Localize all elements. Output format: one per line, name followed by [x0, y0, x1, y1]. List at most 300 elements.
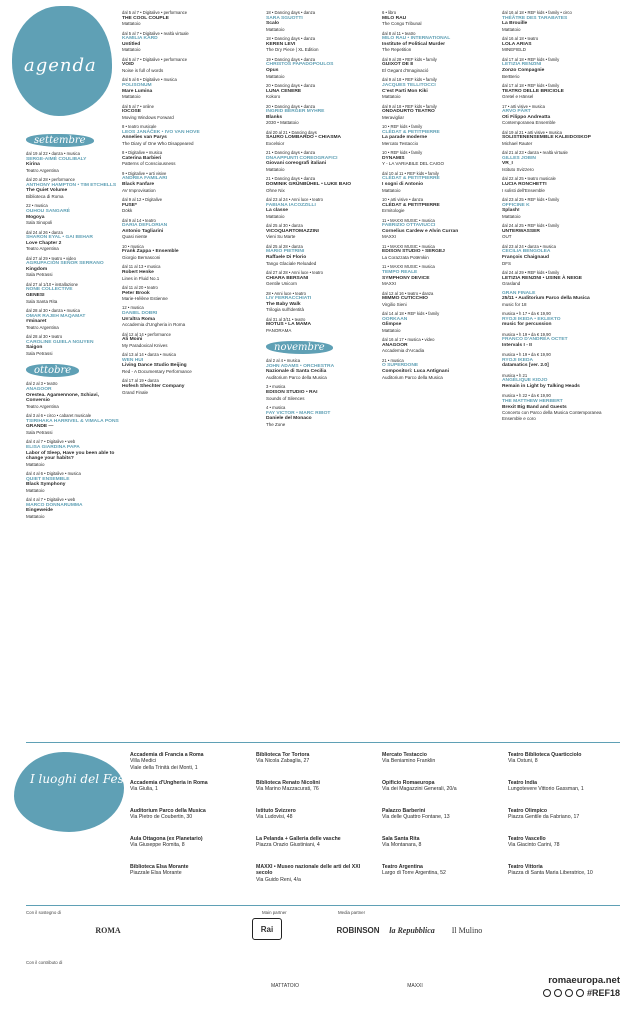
event-venue: OUT — [502, 234, 512, 240]
venue-name: Biblioteca Tor Tortora — [256, 752, 310, 758]
venue-address: Via Ludovisi, 48 — [256, 814, 293, 821]
event-artist: CAROLINE GUIELA NGUYEN — [26, 339, 94, 345]
event-date: 10 • REF kids • family — [382, 150, 423, 156]
event-title: Hofesh Shechter Company — [122, 384, 185, 389]
agenda-title: agenda — [24, 55, 97, 76]
venue-name: Opificio Romaeuropa — [382, 780, 435, 786]
event-entry — [382, 358, 494, 380]
event-entry — [122, 31, 240, 53]
event-venue: music for 18 — [502, 301, 527, 307]
venue-name: Mercato Testaccio — [382, 752, 427, 758]
event-artist: JACQUES TELLITOCCI — [382, 82, 436, 88]
event-entry — [122, 285, 240, 302]
event-entry — [502, 291, 620, 308]
event-entry — [502, 10, 620, 32]
event-title: Opus — [266, 67, 279, 73]
event-title: Daniele del Monaco — [266, 416, 312, 422]
event-entry — [502, 104, 620, 126]
venue-name: Accademia d'Ungheria in Roma — [130, 780, 208, 786]
event-title: EDISON STUDIO • SERGEJ — [382, 249, 445, 255]
event-artist: LIV FERRACCHIATI — [266, 296, 312, 302]
event-venue: Tango Glaciale Reloaded — [266, 260, 317, 266]
event-entry — [266, 270, 382, 287]
event-venue: Mattatoio — [266, 26, 285, 32]
event-title: DYNAMIS — [382, 155, 405, 161]
event-venue: Giorgio Bernasconi — [122, 254, 161, 260]
event-entry — [122, 218, 240, 240]
event-entry — [122, 352, 240, 374]
event-entry — [122, 124, 240, 146]
event-artist: CLÉDAT & PETITPIERRE — [382, 176, 440, 182]
event-entry — [266, 244, 382, 266]
event-title: VR_I — [502, 161, 513, 167]
event-venue: Mattatoio — [266, 213, 285, 219]
locations-title: I luoghi del Festival — [30, 772, 151, 786]
event-venue: The Repetition — [382, 47, 412, 53]
event-entry — [502, 373, 620, 390]
event-date: dal 22 al 25 • teatro musicale — [502, 176, 556, 182]
venue-address: Via Giulia, 1 — [130, 786, 158, 793]
event-date: 18 • Dancing days • danza — [266, 36, 316, 42]
venue-address: Piazzale Elsa Morante — [130, 870, 182, 877]
column-2 — [122, 10, 240, 399]
event-entry — [382, 77, 494, 99]
event-artist: OMAR RAJEH MAQAMAT — [26, 313, 86, 319]
event-venue: Quasi niente — [122, 234, 148, 240]
event-entry — [266, 176, 382, 193]
venue-address: Largo di Torre Argentina, 52 — [382, 870, 446, 877]
event-venue: Virgilio Sieni — [382, 301, 407, 307]
event-date: 10 • arti visive • danza — [382, 197, 424, 202]
event-artist: LEOS JANÁČEK • IVO VAN HOVE — [122, 129, 200, 135]
event-date: 21 • Dancing days • danza — [266, 176, 316, 182]
event-artist: TEMPO REALE — [382, 269, 418, 275]
event-title: CHIARA BERSANI — [266, 275, 309, 281]
event-title: Frank Zappa • Ensemble — [122, 249, 179, 255]
venue-address: Via Nicola Zabaglia, 27 — [256, 758, 310, 765]
venue-address: Via delle Quattro Fontane, 13 — [382, 814, 450, 821]
venue-address: Via dei Magazzini Generali, 20/a — [382, 786, 457, 793]
event-artist: ARVO PÄRT — [502, 109, 531, 115]
event-date: dal 28 al 30 • teatro — [26, 334, 63, 340]
robinson-logo: ROBINSON — [336, 925, 380, 935]
event-entry — [26, 497, 122, 519]
event-date: 18 • Dancing days • danza — [266, 10, 316, 15]
event-title: MOTUS • LA MAMA — [266, 322, 311, 328]
venue-item — [130, 808, 248, 821]
venue-address: Via Beniamino Franklin — [382, 758, 436, 765]
event-venue: Mattatoio — [382, 94, 401, 100]
event-entry — [26, 308, 122, 330]
event-venue: Patterns of Consciousness — [122, 161, 176, 167]
event-date: 8 • Digitalive • musica — [122, 150, 163, 156]
event-title: Intervals I - II — [502, 342, 532, 348]
event-entry — [26, 203, 122, 225]
twitter-icon[interactable] — [565, 989, 573, 997]
event-artist: O SUPERDONE — [382, 363, 419, 369]
event-artist: FRANCO D'ANDREA OCTET — [502, 337, 568, 343]
event-venue: El Gegant d'Imaginació — [382, 67, 429, 73]
event-title: Raffaele Di Florio — [266, 254, 307, 260]
event-title: music for percussion — [502, 322, 552, 328]
event-date: 20 • Dancing days • danza — [266, 103, 316, 109]
venue-name: Teatro Argentina — [382, 864, 423, 870]
event-date: dal 3 al 6 • circo • cabaret musicale — [26, 413, 92, 419]
event-venue: Excelsior — [266, 140, 285, 146]
event-title: LOLA ARIAS — [502, 41, 532, 47]
event-title: Blanks — [266, 114, 283, 120]
event-artist: TSIRIHAKA HARRIVEL & VIMALA PONS — [26, 418, 119, 424]
event-artist: FAY VICTOR • MARC RIBOT — [266, 410, 331, 416]
event-artist: FABIANA IACOZZILLI — [266, 202, 316, 208]
event-date: dal 14 al 18 • REF kids • family — [382, 311, 440, 317]
event-date: dal 5 al 7 • Digitalive • performance — [122, 10, 188, 15]
event-entry — [26, 256, 122, 278]
instagram-icon[interactable] — [554, 989, 562, 997]
event-entry — [502, 393, 620, 421]
event-entry — [266, 83, 382, 100]
event-venue: DFS — [502, 260, 511, 266]
venue-name: Biblioteca Elsa Morante — [130, 864, 189, 870]
venue-item — [130, 836, 248, 849]
event-artist: QUIET ENSEMBLE — [26, 476, 70, 482]
event-venue: BerBerio — [502, 73, 520, 79]
event-artist: THÉÂTRE DES TARABATES — [502, 15, 568, 21]
event-artist: AGRUPACIÓN SEÑOR SERRANO — [26, 261, 104, 267]
event-title: Scalo — [266, 21, 280, 27]
month-ottobre: ottobre — [26, 364, 79, 377]
event-entry — [266, 150, 382, 172]
event-entry — [502, 150, 620, 172]
event-artist: OFFICINE K — [502, 202, 530, 208]
event-entry — [26, 471, 122, 493]
venue-item — [256, 864, 374, 883]
event-entry — [122, 171, 240, 193]
event-venue: Red - A Documentary Performance — [122, 369, 192, 375]
event-date: dal 2 al 4 • musica — [266, 358, 301, 364]
event-artist: ELISA GIARDINA PAPA — [26, 444, 80, 450]
event-entry — [122, 264, 240, 281]
event-entry — [122, 332, 240, 349]
event-venue: Trilogia sull'identità — [266, 307, 304, 313]
event-venue: Gretel e Hänsel — [502, 94, 534, 100]
event-title: I sogni di Antonio — [382, 182, 424, 188]
event-venue: My Paradoxical Knives — [122, 342, 168, 348]
venue-name: Aula Ottagona (ex Planetario) — [130, 836, 203, 842]
event-date: dal 4 al 7 • Digitalive • web — [26, 439, 76, 445]
event-date: dal 27 al 1/10 • installazione — [26, 281, 78, 287]
footer-hashtag: #REF18 — [586, 988, 620, 998]
youtube-icon[interactable] — [576, 989, 584, 997]
venue-name: Istituto Svizzero — [256, 808, 296, 814]
event-date: dal 27 al 28 • Anni luce • teatro — [266, 269, 323, 275]
event-entry — [266, 384, 382, 401]
event-title: Ali Moini — [122, 337, 143, 343]
event-venue: Contemporanea Ensemble — [502, 120, 556, 126]
event-artist: JOHN ADAMS • ORCHESTRA — [266, 363, 335, 369]
event-title: MIMMO CUTICCHIO — [382, 296, 428, 302]
event-entry — [266, 223, 382, 240]
event-title: Zonzo Compagnie — [502, 67, 545, 73]
event-title: Cornelius Cardew e Alvin Curran — [382, 228, 459, 234]
event-artist: LETIZIA RENZINI — [502, 62, 542, 68]
event-date: musica • h 19 • da € 19,90 — [502, 352, 551, 358]
sponsor-label-support: Con il sostegno di — [26, 910, 61, 915]
event-date: dal 17 al 18 • REF kids • family — [502, 82, 560, 88]
event-date: dal 25 al 28 • danza — [266, 243, 303, 249]
event-venue: Noise is full of words — [122, 67, 164, 73]
event-date: musica • h 19 • da € 19,90 — [502, 331, 551, 337]
event-title: Untitled — [122, 41, 141, 47]
venue-subname: Villa Medici — [130, 758, 157, 765]
event-artist: INGRID BERGER MYHRE — [266, 109, 325, 115]
event-venue: PANORAMA — [266, 327, 292, 333]
venue-name: Teatro Vittoria — [508, 864, 543, 870]
event-title: TEATRO DELLE BRICIOLE — [502, 88, 564, 94]
venue-address: Via Marino Mazzacurati, 76 — [256, 786, 319, 793]
event-title: The Baby Walk — [266, 301, 301, 307]
event-artist: ANTHONY HAMPTON • TIM ETCHELLS — [26, 182, 117, 188]
event-date: dal 20 al 21 • Dancing days — [266, 129, 317, 135]
event-date: 4 • musica — [266, 405, 286, 410]
event-date: dal 25 al 30 • danza — [266, 223, 303, 229]
venue-item — [130, 864, 248, 877]
event-entry — [266, 10, 382, 32]
event-date: 6 • libro — [382, 10, 397, 15]
event-date: dal 4 al 6 • Digitalive • musica — [26, 471, 81, 477]
venue-address: Via Giuseppe Romita, 8 — [130, 842, 185, 849]
venue-item — [256, 836, 374, 849]
venue-item — [382, 808, 500, 821]
event-venue: Teatro Argentina — [26, 324, 59, 330]
event-title: Kirina — [26, 162, 40, 168]
event-title: Orestea. Agamennone, Schiavi, Conversio — [26, 392, 99, 404]
event-artist: MILO RAU • INTERNATIONAL — [382, 36, 451, 42]
event-venue: Sounds of Silences — [266, 395, 305, 401]
event-venue: Mattatoio — [382, 327, 401, 333]
event-date: 20 • Dancing days • danza — [266, 82, 316, 88]
event-date: dal 8 al 11 • teatro — [382, 30, 416, 36]
event-title: Glimpse — [382, 322, 402, 328]
event-venue: Meraviglia! — [382, 114, 404, 120]
event-title: Annelies van Parys — [122, 135, 167, 141]
event-venue: Auditorium Parco della Musica — [266, 375, 327, 381]
venue-item — [382, 836, 500, 849]
event-title: IOCOSE — [122, 109, 142, 115]
event-venue: Accademia d'Arcadia — [382, 348, 425, 354]
event-artist: DANIEL DOBRI — [122, 311, 158, 317]
event-entry — [382, 150, 494, 167]
event-artist: RYOJI IKEDA — [502, 357, 534, 363]
event-title: Brexit Big Band and Guests — [502, 404, 567, 410]
event-artist: CECILIA BENGOLEA — [502, 249, 551, 255]
event-date: dal 12 al 16 • teatro • danza — [382, 290, 434, 296]
event-venue: The Dry Piece | XL Edition — [266, 47, 319, 53]
event-artist: CHRISTOS PAPADOPOULOS — [266, 62, 334, 68]
venue-address: Lungotevere Vittorio Gassman, 1 — [508, 786, 584, 793]
venue-address: Via Ostuni, 8 — [508, 758, 538, 765]
event-title: Institute of Political Murder — [382, 41, 446, 47]
event-venue: Kokoro — [266, 94, 281, 100]
event-entry — [266, 291, 382, 313]
event-date: dal 16 al 17 • musica • video — [382, 337, 435, 343]
event-date: musica • h 22 • da € 19,90 — [502, 393, 551, 399]
event-title: Compositori: Luca Antignani — [382, 369, 449, 375]
event-entry — [502, 311, 620, 328]
event-entry — [382, 124, 494, 146]
event-entry — [266, 36, 382, 53]
venue-name: Teatro Biblioteca Quarticciolo — [508, 752, 582, 758]
event-entry — [26, 439, 122, 467]
event-title: La Brouille — [502, 21, 528, 27]
event-entry — [502, 36, 620, 53]
event-date: dal 5 al 7 • Digitalive • performance — [122, 56, 188, 62]
venue-address: Via Pietro de Coubertin, 30 — [130, 814, 193, 821]
event-date: dal 10 al 11 • REF kids • family — [382, 170, 439, 176]
event-artist: DARIA DEFLORIAN — [122, 223, 168, 229]
event-entry — [382, 31, 494, 53]
event-date: 11 • MAXXI MUSIC • musica — [382, 264, 435, 270]
event-venue: Gentile Unicorn — [266, 281, 298, 287]
event-title: La classe — [266, 208, 289, 214]
event-title: Giovani coreografi italiani — [266, 161, 327, 167]
venue-item — [508, 836, 626, 849]
event-venue: Concerto con Parco della Musica Contemporanea Ensemble e coro — [502, 410, 602, 421]
event-entry — [502, 332, 620, 349]
event-venue: Accademia d'Ungheria in Roma — [122, 322, 186, 328]
event-title: SAURO LOMBARDO • CHIASMA — [266, 135, 342, 141]
event-entry — [502, 244, 620, 266]
event-venue: Mattatoio — [382, 187, 401, 193]
event-title: #minaret — [26, 319, 47, 325]
event-entry — [122, 244, 240, 261]
event-title: Antonio Tagliarini — [122, 228, 164, 234]
event-venue: Marie-Hélène Estienne — [122, 296, 168, 302]
event-entry — [122, 57, 240, 74]
divider-locations — [26, 742, 620, 743]
event-entry — [382, 57, 494, 74]
event-title: THE COOL COUPLE — [122, 15, 169, 21]
event-title: Oti Filippo Andreatta — [502, 114, 551, 120]
event-entry — [502, 176, 620, 193]
mulino-logo: Il Mulino — [451, 925, 483, 935]
event-title: CLÉDAT & PETITPIERRE — [382, 202, 440, 208]
event-entry — [382, 244, 494, 261]
event-venue: Sala Petrassi — [26, 429, 53, 435]
venue-name: Teatro India — [508, 780, 538, 786]
event-venue: Mercato Testaccio — [382, 140, 419, 146]
event-venue: MAXXI — [382, 281, 397, 287]
venue-address: Via Giacinto Carini, 78 — [508, 842, 560, 849]
event-artist: NONE COLLECTIVE — [26, 287, 73, 293]
venue-address: Piazza Orazio Giustiniani, 4 — [256, 842, 320, 849]
venue-item — [508, 752, 626, 765]
event-entry — [382, 291, 494, 308]
venue-item — [256, 808, 374, 821]
event-entry — [266, 197, 382, 219]
event-venue: MINEFIELD — [502, 47, 527, 53]
event-venue: Mattatoio — [26, 461, 45, 467]
event-date: 9 • Digitalive • arti visive — [122, 170, 167, 176]
venue-address: Via Guido Reni, 4/a — [256, 876, 301, 883]
event-venue: The Diary of One Who Disappeared — [122, 140, 194, 146]
venue-item — [382, 752, 500, 765]
locations-blob — [14, 752, 124, 832]
event-entry — [266, 104, 382, 126]
event-date: dal 31 al 3/11 • teatro — [266, 316, 306, 322]
event-venue: Y - LA VARIABILE DEL CAIGO — [382, 161, 444, 167]
column-5 — [502, 10, 620, 425]
event-date: 19 • Dancing days • danza — [266, 56, 316, 62]
event-title: LUCIA RONCHETTI — [502, 182, 547, 188]
event-artist: MARCO DONNARUMMA — [26, 502, 83, 508]
event-venue: Mattatoio — [122, 21, 141, 27]
event-date: dal 28 al 30 • danza • musica — [26, 308, 80, 314]
event-entry — [382, 218, 494, 240]
footer-url[interactable]: romaeuropa.net — [548, 975, 620, 986]
event-venue: Teatro Argentina — [26, 167, 59, 173]
event-entry — [502, 352, 620, 369]
event-date: dal 4 al 7 • Digitalive • web — [26, 497, 76, 503]
event-date: dal 27 al 29 • teatro • video — [26, 255, 76, 261]
event-date: dal 5 al 7 • online — [122, 103, 154, 109]
venue-name: Palazzo Barberini — [382, 808, 426, 814]
event-date: dal 11 al 20 • teatro — [122, 284, 158, 290]
event-title: datamatics [ver. 2.0] — [502, 363, 549, 369]
event-date: 21 • musica — [382, 357, 404, 363]
venue-name: Teatro Olimpico — [508, 808, 548, 814]
venue-name: Auditorium Parco della Musica — [130, 808, 206, 814]
event-entry — [122, 150, 240, 167]
event-date: 21 • Dancing days • danza — [266, 150, 316, 156]
event-entry — [122, 197, 240, 214]
event-date: 10 • musica — [122, 243, 144, 249]
event-date: dal 9 al 18 • REF kids • family — [382, 103, 437, 109]
event-date: dal 5 al 6 • Digitalive • musica — [122, 77, 177, 83]
social-links — [543, 988, 620, 998]
event-venue: Ermitologie — [382, 208, 405, 214]
event-entry — [382, 10, 494, 27]
event-entry — [382, 337, 494, 354]
event-artist: OUHOU SANGARÉ — [26, 208, 71, 214]
event-artist: ANAGOOR — [26, 386, 52, 392]
venue-name: Biblioteca Renato Nicolini — [256, 780, 320, 786]
venue-item — [508, 808, 626, 821]
facebook-icon[interactable] — [543, 989, 551, 997]
event-venue: Moving Windows Forward — [122, 114, 174, 120]
event-date: 8 • teatro musicale — [122, 124, 157, 130]
event-title: Black Fanfare — [122, 182, 155, 188]
event-artist: SHARON EYAL • GAI BEHAR — [26, 235, 93, 241]
venue-item — [508, 780, 626, 793]
event-date: 11 • MAXXI MUSIC • musica — [382, 217, 435, 223]
event-artist: MARIO PIETRINI — [266, 249, 305, 255]
event-venue: Vieni Su Marte — [266, 234, 296, 240]
event-title: François Chaignaud — [502, 254, 550, 260]
event-date: dal 12 al 14 • performance — [122, 331, 171, 337]
event-title: VICOQUARTOMAZZINI — [266, 228, 319, 234]
event-venue: Auditorium Parco della Musica — [382, 374, 443, 380]
event-venue: Istituto Svizzero — [502, 167, 534, 173]
event-date: musica • h 21 — [502, 372, 528, 378]
event-date: dal 24 al 29 • REF kids • family — [502, 269, 560, 275]
event-date: dal 19 al 21 • arti visive • musica — [502, 129, 562, 135]
event-venue: Dökk — [122, 208, 133, 214]
event-entry — [502, 83, 620, 100]
event-entry — [382, 264, 494, 286]
event-title: ANAGOOR — [382, 342, 408, 348]
event-title: UNTERWASSER — [502, 228, 540, 234]
